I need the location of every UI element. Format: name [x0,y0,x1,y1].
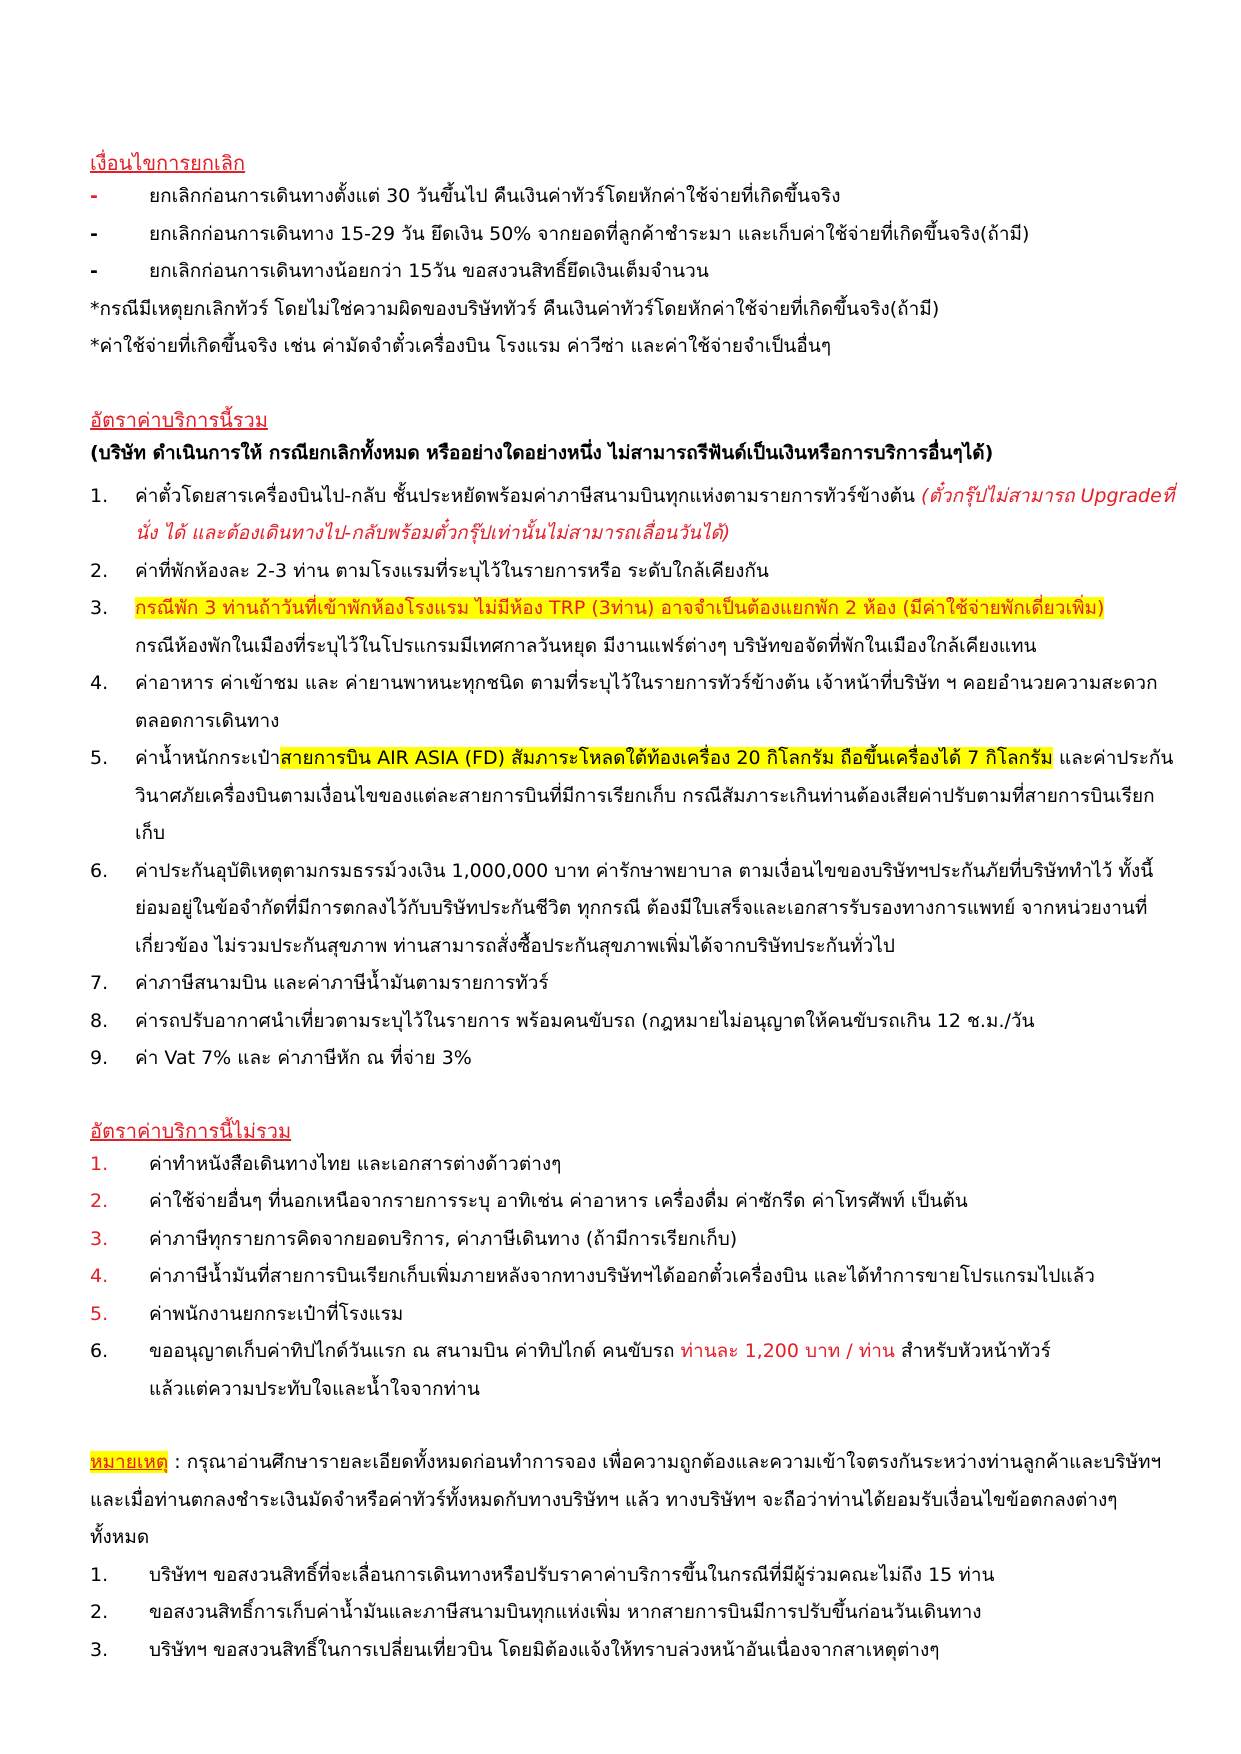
dash-bullet: - [90,260,98,282]
item-number: 5. [90,1302,109,1325]
item-number: 6. [90,1340,109,1362]
item-number: 6. [90,859,109,882]
exclude-item [90,1333,1180,1408]
item-number: 5. [90,747,109,769]
exclude-item-text: ค่าภาษีทุกรายการคิดจากยอดบริการ, ค่าภาษีเดินทาง (ถ้ามีการเรียกเก็บ) [149,1227,738,1250]
include-item [90,590,1180,665]
include-item-text: ค่าภาษีสนามบิน และค่าภาษีน้ำมันตามรายการทัวร์ [135,972,549,994]
exclude-item [90,1183,1180,1221]
include-subtitle: (บริษัท ดำเนินการให้ กรณียกเลิกทั้งหมด หรืออย่างใดอย่างหนึ่ง ไม่สามารถรีฟันด์เป็นเงินหรือการบริการอื่นๆได้) [90,441,994,464]
remark-item [90,1557,1180,1595]
include-item [90,1040,1180,1078]
cancel-item-text: ยกเลิกก่อนการเดินทางตั้งแต่ 30 วันขึ้นไป คืนเงินค่าทัวร์โดยหักค่าใช้จ่ายที่เกิดขึ้นจริง [149,185,841,207]
item-number: 9. [90,1047,109,1069]
include-item-text: ค่ารถปรับอากาศนำเที่ยวตามระบุไว้ในรายการ พร้อมคนขับรถ (กฎหมายไม่อนุญาตให้คนขับรถเกิน 12 ช.ม./วัน [135,1009,1035,1032]
include-item [90,740,1180,853]
exclude-item-text: ค่าใช้จ่ายอื่นๆ ที่นอกเหนือจากรายการระบุ อาทิเช่น ค่าอาหาร เครื่องดื่ม ค่าซักรีด ค่าโทรศัพท์ เป็นต้น [149,1190,968,1212]
include-item [90,965,1180,1003]
cancel-item-text: ยกเลิกก่อนการเดินทาง 15-29 วัน ยึดเงิน 50% จากยอดที่ลูกค้าชำระมา และเก็บค่าใช้จ่ายที่เกิดขึ้นจริง(ถ้ามี) [149,222,1030,245]
include-item-text: ค่าอาหาร ค่าเข้าชม และ ค่ายานพาหนะทุกชนิด ตามที่ระบุไว้ในรายการทัวร์ข้างต้น เจ้าหน้าที่บริษัท ฯ คอยอำนวยความสะดวกตลอดการเดินทาง [135,672,1158,732]
item-number: 2. [90,1190,109,1212]
dash-bullet: - [90,222,98,245]
cancel-note: *กรณีมีเหตุยกเลิกทัวร์ โดยไม่ใช่ความผิดของบริษัททัวร์ คืนเงินค่าทัวร์โดยหักค่าใช้จ่ายที่เกิดขึ้นจริง(ถ้ามี) [90,297,940,320]
remark-paragraph [90,1444,1180,1557]
document-page [90,148,1180,1669]
item-number: 4. [90,1265,109,1287]
cancel-title: เงื่อนไขการยกเลิก [90,151,246,175]
include-item-text: ค่า Vat 7% และ ค่าภาษีหัก ณ ที่จ่าย 3% [135,1047,472,1069]
remark-label: หมายเหตุ [90,1451,169,1473]
include-item-note: (ตั๋วกรุ๊ปไม่สามารถ Upgradeที่นั่ง ได้ และต้องเดินทางไป-กลับพร้อมตั๋วกรุ๊ปเท่านั้นไม่สามารถเลื่อนวันได้) [135,484,1175,544]
cancel-item [90,178,1180,216]
exclude-item [90,1296,1180,1334]
cancel-item-text: ยกเลิกก่อนการเดินทางน้อยกว่า 15วัน ขอสงวนสิทธิ์ยึดเงินเต็มจำนวน [149,260,709,282]
highlight-text: กรณีพัก 3 ท่านถ้าวันที่เข้าพักห้องโรงแรม ไม่มีห้อง TRP (3ท่าน) อาจจำเป็นต้องแยกพัก 2 ห้อง (มีค่าใช้จ่ายพักเดี่ยวเพิ่ม) [135,597,1105,619]
item-number: 2. [90,1601,109,1623]
item-number: 8. [90,1009,109,1032]
include-item-text: ค่าน้ำหนักกระเป๋าสายการบิน AIR ASIA (FD) สัมภาระโหลดใต้ท้องเครื่อง 20 กิโลกรัม ถือขึ้นเครื่องได้ 7 กิโลกรัม และค่าประกันวินาศภัยเครื่องบินตามเงื่อนไขของแต่ละสายการบินที่มีการเรียกเก็บ กรณีสัมภาระเกินท่านต้องเสียค่าปรับตามที่สายการบินเรียกเก็บ [135,747,1174,844]
remark-item [90,1594,1180,1632]
tip-amount: ท่านละ 1,200 บาท / ท่าน [680,1340,895,1362]
include-item [90,1003,1180,1041]
exclude-item [90,1258,1180,1296]
highlight-text: สายการบิน AIR ASIA (FD) สัมภาระโหลดใต้ท้องเครื่อง 20 กิโลกรัม ถือขึ้นเครื่องได้ 7 กิโลกรัม [280,747,1053,769]
include-item [90,553,1180,591]
include-item-text: ค่าประกันอุบัติเหตุตามกรมธรรม์วงเงิน 1,000,000 บาท ค่ารักษาพยาบาล ตามเงื่อนไขของบริษัทฯประกันภัยที่บริษัททำไว้ ทั้งนี้ย่อมอยู่ในข้อจำกัดที่มีการตกลงไว้กับบริษัทประกันชีวิต ทุกกรณี ต้องมีใบเสร็จและเอกสารรับรองทางการแพทย์ จากหน่วยงานที่เกี่ยวข้อง ไม่รวมประกันสุขภาพ ท่านสามารถสั่งซื้อประกันสุขภาพเพิ่มได้จากบริษัทประกันทั่วไป [135,859,1154,957]
include-item [90,853,1180,966]
include-item-text: ค่าที่พักห้องละ 2-3 ท่าน ตามโรงแรมที่ระบุไว้ในรายการหรือ ระดับใกล้เคียงกัน [135,559,769,582]
include-item-text: กรณีพัก 3 ท่านถ้าวันที่เข้าพักห้องโรงแรม ไม่มีห้อง TRP (3ท่าน) อาจจำเป็นต้องแยกพัก 2 ห้อง (มีค่าใช้จ่ายพักเดี่ยวเพิ่ม) กรณีห้องพักในเมืองที่ระบุไว้ในโปรแกรมมีเทศกาลวันหยุด มีงานแฟร์ต่างๆ บริษัทขอจัดที่พักในเมืองใกล้เคียงแทน [135,597,1105,657]
include-item [90,478,1180,553]
remark-text: : กรุณาอ่านศึกษารายละเอียดทั้งหมดก่อนทำการจอง เพื่อความถูกต้องและความเข้าใจตรงกันระหว่างท่านลูกค้าและบริษัทฯ และเมื่อท่านตกลงชำระเงินมัดจำหรือค่าทัวร์ทั้งหมดกับทางบริษัทฯ แล้ว ทางบริษัทฯ จะถือว่าท่านได้ยอมรับเงื่อนไขข้อตกลงต่างๆ ทั้งหมด [90,1451,1162,1548]
exclude-item [90,1146,1180,1184]
exclude-item-text: ขออนุญาตเก็บค่าทิปไกด์วันแรก ณ สนามบิน ค่าทิปไกด์ คนขับรถ ท่านละ 1,200 บาท / ท่าน สำหรับหัวหน้าทัวร์ แล้วแต่ความประทับใจและน้ำใจจากท่าน [149,1340,1051,1400]
exclude-title: อัตราค่าบริการนี้ไม่รวม [90,1118,292,1143]
cancel-item [90,253,1180,291]
item-number: 3. [90,1638,109,1661]
item-number: 4. [90,672,109,694]
cancel-item [90,216,1180,254]
exclude-item-text: ค่าพนักงานยกกระเป๋าที่โรงแรม [149,1302,404,1325]
item-number: 3. [90,1227,109,1250]
include-item [90,665,1180,740]
item-number: 7. [90,972,109,994]
item-number: 1. [90,1563,109,1586]
exclude-item-text: ค่าภาษีน้ำมันที่สายการบินเรียกเก็บเพิ่มภายหลังจากทางบริษัทฯได้ออกตั๋วเครื่องบิน และได้ทำการขายโปรแกรมไปแล้ว [149,1265,1095,1287]
item-number: 1. [90,484,109,507]
item-number: 2. [90,559,109,582]
remark-item-text: บริษัทฯ ขอสงวนสิทธิ์ในการเปลี่ยนเที่ยวบิน โดยมิต้องแจ้งให้ทราบล่วงหน้าอันเนื่องจากสาเหตุต่างๆ [149,1638,940,1661]
dash-bullet: - [90,185,98,207]
remark-item [90,1632,1180,1670]
exclude-item-text: ค่าทำหนังสือเดินทางไทย และเอกสารต่างด้าวต่างๆ [149,1152,562,1175]
include-item-text: ค่าตั๋วโดยสารเครื่องบินไป-กลับ ชั้นประหยัดพร้อมค่าภาษีสนามบินทุกแห่งตามรายการทัวร์ข้างต้น (ตั๋วกรุ๊ปไม่สามารถ Upgradeที่นั่ง ได้ และต้องเดินทางไป-กลับพร้อมตั๋วกรุ๊ปเท่านั้นไม่สามารถเลื่อนวันได้) [135,484,1175,544]
remark-item-text: บริษัทฯ ขอสงวนสิทธิ์ที่จะเลื่อนการเดินทางหรือปรับราคาค่าบริการขึ้นในกรณีที่มีผู้ร่วมคณะไม่ถึง 15 ท่าน [149,1563,995,1586]
cancel-note: *ค่าใช้จ่ายที่เกิดขึ้นจริง เช่น ค่ามัดจำตั๋วเครื่องบิน โรงแรม ค่าวีซ่า และค่าใช้จ่ายจำเป็นอื่นๆ [90,334,832,357]
remark-item-text: ขอสงวนสิทธิ์การเก็บค่าน้ำมันและภาษีสนามบินทุกแห่งเพิ่ม หากสายการบินมีการปรับขึ้นก่อนวันเดินทาง [149,1601,982,1623]
item-number: 1. [90,1152,109,1175]
include-title: อัตราค่าบริการนี้รวม [90,407,268,432]
item-number: 3. [90,597,109,619]
exclude-item [90,1221,1180,1259]
